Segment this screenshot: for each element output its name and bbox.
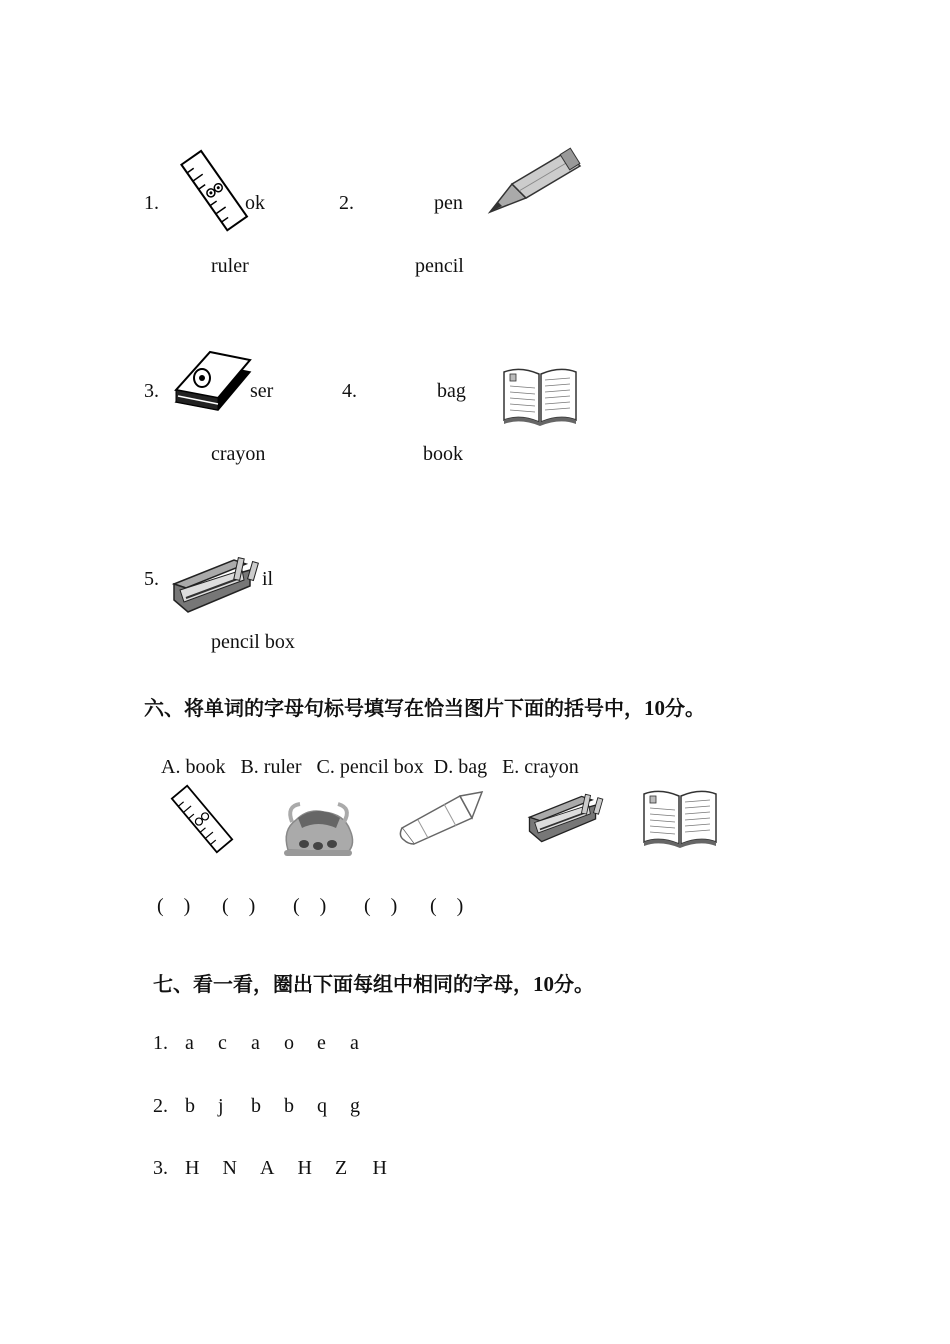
letter-group-2 bbox=[153, 1095, 383, 1118]
section-6-options: A. book B. ruler C. pencil box D. bag E. crayon bbox=[161, 756, 579, 778]
section-7-heading-suffix: 分。 bbox=[554, 972, 594, 996]
pencil-box-icon bbox=[170, 556, 262, 616]
group-number: 3. bbox=[153, 1157, 168, 1179]
letter[interactable]: A bbox=[260, 1157, 275, 1179]
item-3-bottom-word: crayon bbox=[211, 443, 266, 465]
item-number-4: 4. bbox=[342, 380, 357, 402]
letter[interactable]: a bbox=[350, 1032, 359, 1054]
section-7-heading bbox=[153, 968, 594, 997]
bag-image bbox=[278, 800, 358, 856]
section-6-heading-suffix: 分。 bbox=[665, 696, 705, 720]
item-number-1: 1. bbox=[144, 192, 159, 214]
letter[interactable]: H bbox=[185, 1157, 200, 1179]
letter[interactable]: N bbox=[222, 1157, 237, 1179]
letter-group-1 bbox=[153, 1032, 383, 1055]
group-number: 2. bbox=[153, 1095, 168, 1117]
item-1-top-word: ok bbox=[245, 192, 265, 214]
letter[interactable]: j bbox=[218, 1095, 224, 1117]
answer-bracket-2[interactable]: ( ) bbox=[222, 895, 256, 917]
pencil-icon bbox=[490, 150, 582, 214]
letter[interactable]: H bbox=[297, 1157, 312, 1179]
item-5-top-word: il bbox=[262, 568, 274, 590]
letter[interactable]: H bbox=[372, 1157, 387, 1179]
section-7-score: 10 bbox=[533, 972, 554, 996]
letter[interactable]: b bbox=[185, 1095, 195, 1117]
crayon-image bbox=[398, 790, 486, 846]
item-number-2: 2. bbox=[339, 192, 354, 214]
letter[interactable]: a bbox=[251, 1032, 260, 1054]
answer-bracket-5[interactable]: ( ) bbox=[430, 895, 464, 917]
answer-bracket-4[interactable]: ( ) bbox=[364, 895, 398, 917]
eraser-icon bbox=[174, 350, 252, 418]
ruler-image bbox=[170, 788, 234, 850]
item-number-5: 5. bbox=[144, 568, 159, 590]
letter[interactable]: b bbox=[251, 1095, 261, 1117]
book-icon bbox=[502, 366, 578, 426]
letter[interactable]: e bbox=[317, 1032, 326, 1054]
group-number: 1. bbox=[153, 1032, 168, 1054]
item-4-top-word: bag bbox=[437, 380, 466, 402]
letter[interactable]: b bbox=[284, 1095, 294, 1117]
item-1-bottom-word: ruler bbox=[211, 255, 249, 277]
section-6-heading-text: 六、将单词的字母句标号填写在恰当图片下面的括号中， bbox=[144, 696, 644, 720]
item-number-3: 3. bbox=[144, 380, 159, 402]
letter[interactable]: o bbox=[284, 1032, 294, 1054]
item-3-top-word: ser bbox=[250, 380, 274, 402]
section-6-heading bbox=[144, 692, 705, 721]
pencil-box-image bbox=[526, 790, 606, 848]
letter[interactable]: a bbox=[185, 1032, 194, 1054]
letter[interactable]: q bbox=[317, 1095, 327, 1117]
section-6-score: 10 bbox=[644, 696, 665, 720]
letter[interactable]: Z bbox=[335, 1157, 348, 1179]
item-2-top-word: pen bbox=[434, 192, 463, 214]
item-5-bottom-word: pencil box bbox=[211, 631, 295, 653]
ruler-icon bbox=[180, 150, 250, 230]
letter[interactable]: c bbox=[218, 1032, 227, 1054]
section-7-heading-text: 七、看一看，圈出下面每组中相同的字母， bbox=[153, 972, 533, 996]
item-4-bottom-word: book bbox=[423, 443, 463, 465]
answer-bracket-3[interactable]: ( ) bbox=[293, 895, 327, 917]
letter[interactable]: g bbox=[350, 1095, 360, 1117]
answer-bracket-1[interactable]: ( ) bbox=[157, 895, 191, 917]
book-image bbox=[641, 788, 719, 848]
letter-group-3 bbox=[153, 1157, 410, 1180]
item-2-bottom-word: pencil bbox=[415, 255, 464, 277]
